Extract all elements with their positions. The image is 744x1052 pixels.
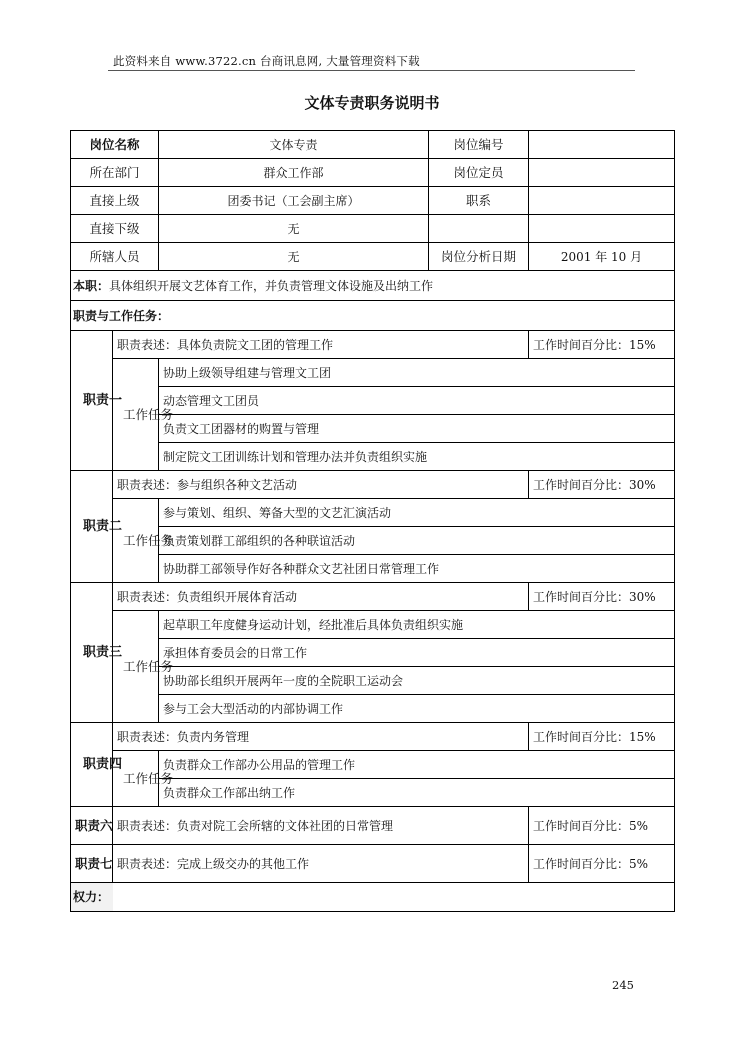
duty-4-task-1: 负责群众工作部办公用品的管理工作 bbox=[159, 751, 675, 779]
summary-cell bbox=[71, 271, 675, 301]
duty-3-task-2: 承担体育委员会的日常工作 bbox=[159, 639, 675, 667]
label-job-family: 职系 bbox=[429, 187, 529, 215]
value-analysis-date: 2001 年 10 月 bbox=[529, 243, 675, 271]
duty-3-task-3: 协助部长组织开展两年一度的全院职工运动会 bbox=[159, 667, 675, 695]
duty-2-statement-row bbox=[71, 471, 675, 499]
duty-3-time: 工作时间百分比：30% bbox=[529, 583, 675, 611]
duty-3-statement: 职责表述：负责组织开展体育活动 bbox=[113, 583, 529, 611]
duty-3-task-4: 参与工会大型活动的内部协调工作 bbox=[159, 695, 675, 723]
authority-label: 权力： bbox=[71, 883, 113, 911]
duty-2-task-label: 工作任务 bbox=[113, 499, 159, 583]
header-rule bbox=[108, 70, 635, 71]
info-row-supervisor bbox=[71, 187, 675, 215]
page-number: 245 bbox=[612, 978, 634, 992]
label-position-code: 岗位编号 bbox=[429, 131, 529, 159]
duty-1-task-label: 工作任务 bbox=[113, 359, 159, 471]
job-description-table bbox=[70, 130, 675, 912]
label-department: 所在部门 bbox=[71, 159, 159, 187]
info-row-subordinates bbox=[71, 215, 675, 243]
duty-7-name: 职责七 bbox=[71, 845, 113, 883]
duty-1-statement-row bbox=[71, 331, 675, 359]
duty-7-statement: 职责表述：完成上级交办的其他工作 bbox=[113, 845, 529, 883]
duty-2-task-1: 参与策划、组织、筹备大型的文艺汇演活动 bbox=[159, 499, 675, 527]
duty-2-time: 工作时间百分比：30% bbox=[529, 471, 675, 499]
duty-2-name: 职责二 bbox=[71, 471, 113, 583]
summary-label: 本职： bbox=[73, 278, 110, 293]
duty-4-statement: 职责表述：负责内务管理 bbox=[113, 723, 529, 751]
duty-1-task-row bbox=[71, 443, 675, 471]
duty-6-time: 工作时间百分比：5% bbox=[529, 807, 675, 845]
document-title: 文体专责职务说明书 bbox=[304, 94, 440, 112]
value-job-family bbox=[529, 187, 675, 215]
duty-3-task-row bbox=[71, 611, 675, 639]
duty-2-task-row bbox=[71, 499, 675, 527]
duty-1-statement: 职责表述：具体负责院文工团的管理工作 bbox=[113, 331, 529, 359]
label-supervisor: 直接上级 bbox=[71, 187, 159, 215]
value-empty bbox=[529, 215, 675, 243]
duty-7-time: 工作时间百分比：5% bbox=[529, 845, 675, 883]
duty-3-task-1: 起草职工年度健身运动计划，经批准后具体负责组织实施 bbox=[159, 611, 675, 639]
duty-1-name: 职责一 bbox=[71, 331, 113, 471]
duty-6-name: 职责六 bbox=[71, 807, 113, 845]
duty-2-task-row bbox=[71, 555, 675, 583]
info-row-staff bbox=[71, 243, 675, 271]
value-headcount bbox=[529, 159, 675, 187]
value-position-code bbox=[529, 131, 675, 159]
duty-4-task-row bbox=[71, 751, 675, 779]
duty-3-task-label: 工作任务 bbox=[113, 611, 159, 723]
label-analysis-date: 岗位分析日期 bbox=[429, 243, 529, 271]
duties-section-label: 职责与工作任务： bbox=[71, 301, 675, 331]
duty-4-name: 职责四 bbox=[71, 723, 113, 807]
duty-2-statement: 职责表述：参与组织各种文艺活动 bbox=[113, 471, 529, 499]
label-position-name: 岗位名称 bbox=[71, 131, 159, 159]
value-supervisor: 团委书记（工会副主席） bbox=[159, 187, 429, 215]
duty-3-name: 职责三 bbox=[71, 583, 113, 723]
authority-cell bbox=[71, 883, 675, 912]
duty-3-statement-row bbox=[71, 583, 675, 611]
duty-1-time: 工作时间百分比：15% bbox=[529, 331, 675, 359]
value-subordinates: 无 bbox=[159, 215, 429, 243]
duty-2-task-3: 协助群工部领导作好各种群众文艺社团日常管理工作 bbox=[159, 555, 675, 583]
duty-1-task-row bbox=[71, 359, 675, 387]
duty-6-row bbox=[71, 807, 675, 845]
label-staff: 所辖人员 bbox=[71, 243, 159, 271]
duty-1-task-3: 负责文工团器材的购置与管理 bbox=[159, 415, 675, 443]
duty-4-time: 工作时间百分比：15% bbox=[529, 723, 675, 751]
info-row-position-name bbox=[71, 131, 675, 159]
duty-4-task-2: 负责群众工作部出纳工作 bbox=[159, 779, 675, 807]
duty-4-task-label: 工作任务 bbox=[113, 751, 159, 807]
info-row-department bbox=[71, 159, 675, 187]
label-headcount: 岗位定员 bbox=[429, 159, 529, 187]
duty-6-statement: 职责表述：负责对院工会所辖的文体社团的日常管理 bbox=[113, 807, 529, 845]
summary-row bbox=[71, 271, 675, 301]
duty-4-statement-row bbox=[71, 723, 675, 751]
authority-row bbox=[71, 883, 675, 912]
value-department: 群众工作部 bbox=[159, 159, 429, 187]
duty-1-task-2: 动态管理文工团员 bbox=[159, 387, 675, 415]
duty-1-task-4: 制定院文工团训练计划和管理办法并负责组织实施 bbox=[159, 443, 675, 471]
duties-header-row bbox=[71, 301, 675, 331]
summary-text: 具体组织开展文艺体育工作，并负责管理文体设施及出纳工作 bbox=[109, 278, 434, 293]
label-empty bbox=[429, 215, 529, 243]
duty-7-row bbox=[71, 845, 675, 883]
source-note: 此资料来自 www.3722.cn 台商讯息网, 大量管理资料下载 bbox=[113, 54, 420, 68]
label-subordinates: 直接下级 bbox=[71, 215, 159, 243]
value-staff: 无 bbox=[159, 243, 429, 271]
duty-1-task-1: 协助上级领导组建与管理文工团 bbox=[159, 359, 675, 387]
value-position-name: 文体专责 bbox=[159, 131, 429, 159]
duty-2-task-2: 负责策划群工部组织的各种联谊活动 bbox=[159, 527, 675, 555]
duty-3-task-row bbox=[71, 695, 675, 723]
